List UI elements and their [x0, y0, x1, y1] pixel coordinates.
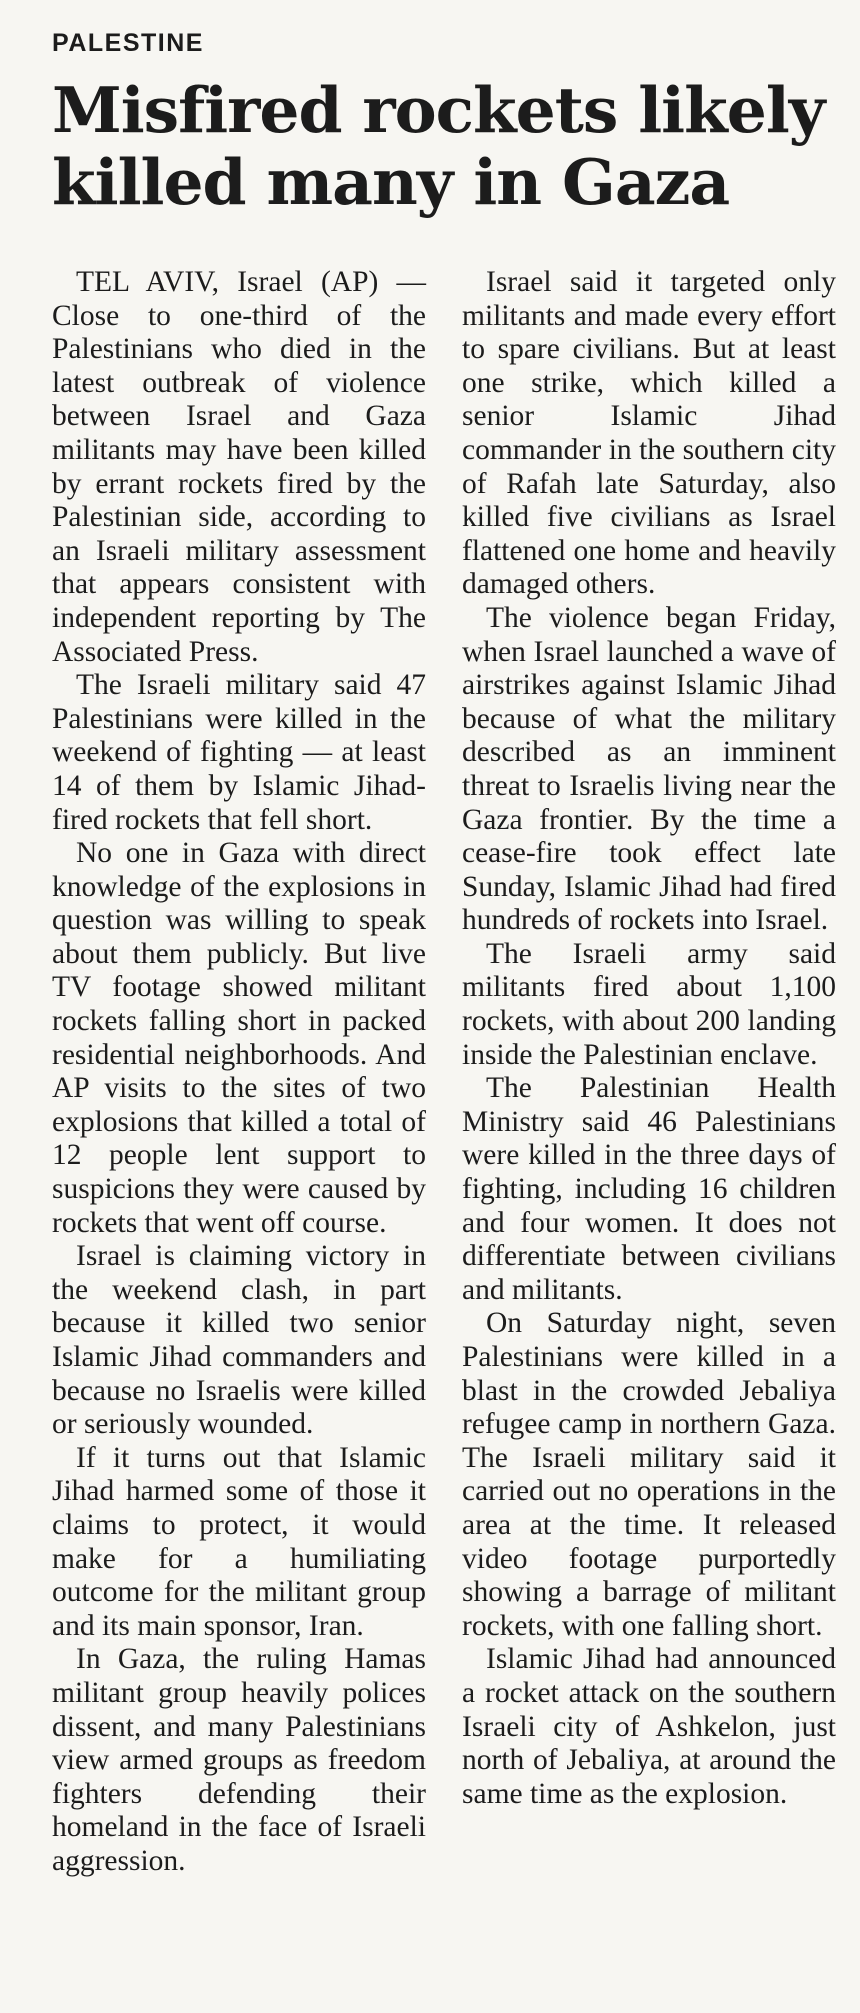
headline-line-1: Misfired rockets likely	[52, 73, 825, 147]
paragraph: Israel said it targeted only militants and made every effort to spare civilians. But at least one strike, which killed a senior Islamic Jihad commander in the southern city of Rafah late Saturday, also killed five civilians as Israel flattened one home and heavily damaged others.	[462, 266, 836, 601]
paragraph: In Gaza, the ruling Hamas militant group heavily polices dissent, and many Palestinians view armed groups as freedom fighters defending their homeland in the face of Israeli aggression.	[52, 1643, 426, 1877]
headline-line-2: killed many in Gaza	[52, 145, 730, 219]
paragraph: On Saturday night, seven Palestinians were killed in a blast in the crowded Jebaliya refugee camp in northern Gaza. The Israeli military said it carried out no operations in the area at the time. It released video footage purportedly showing a barrage of militant rockets, with one falling short.	[462, 1307, 836, 1642]
paragraph: Israel is claiming victory in the weekend clash, in part because it killed two senior Islamic Jihad commanders and because no Israelis were killed or seriously wounded.	[52, 1240, 426, 1441]
column-right	[462, 266, 836, 1879]
column-left	[52, 266, 426, 1879]
paragraph: TEL AVIV, Israel (AP) — Close to one-third of the Palestinians who died in the latest outbreak of violence between Israel and Gaza militants may have been killed by errant rockets fired by the Palestinian side, according to an Israeli military assessment that appears consistent with independent reporting by The Associated Press.	[52, 266, 426, 668]
paragraph: The Palestinian Health Ministry said 46 Palestinians were killed in the three days of fighting, including 16 children and four women. It does not differentiate between civilians and militants.	[462, 1072, 836, 1306]
paragraph: If it turns out that Islamic Jihad harmed some of those it claims to protect, it would make for a humiliating outcome for the militant group and its main sponsor, Iran.	[52, 1441, 426, 1642]
paragraph: Islamic Jihad had announced a rocket attack on the southern Israeli city of Ashkelon, just north of Jebaliya, at around the same time as the explosion.	[462, 1643, 836, 1810]
paragraph: The Israeli army said militants fired about 1,100 rockets, with about 200 landing inside the Palestinian enclave.	[462, 937, 836, 1071]
article-body	[52, 266, 836, 1879]
headline	[52, 74, 836, 218]
paragraph: The Israeli military said 47 Palestinians were killed in the weekend of fighting — at least 14 of them by Islamic Jihad-fired rockets that fell short.	[52, 669, 426, 836]
section-label: PALESTINE	[52, 29, 204, 57]
paragraph: The violence began Friday, when Israel launched a wave of airstrikes against Islamic Jihad because of what the military described as an imminent threat to Israelis living near the Gaza frontier. By the time a cease-fire took effect late Sunday, Islamic Jihad had fired hundreds of rockets into Israel.	[462, 601, 836, 937]
paragraph: No one in Gaza with direct knowledge of the explosions in question was willing to speak about them publicly. But live TV footage showed militant rockets falling short in packed residential neighborhoods. And AP visits to the sites of two explosions that killed a total of 12 people lent support to suspicions they were caused by rockets that went off course.	[52, 837, 426, 1239]
